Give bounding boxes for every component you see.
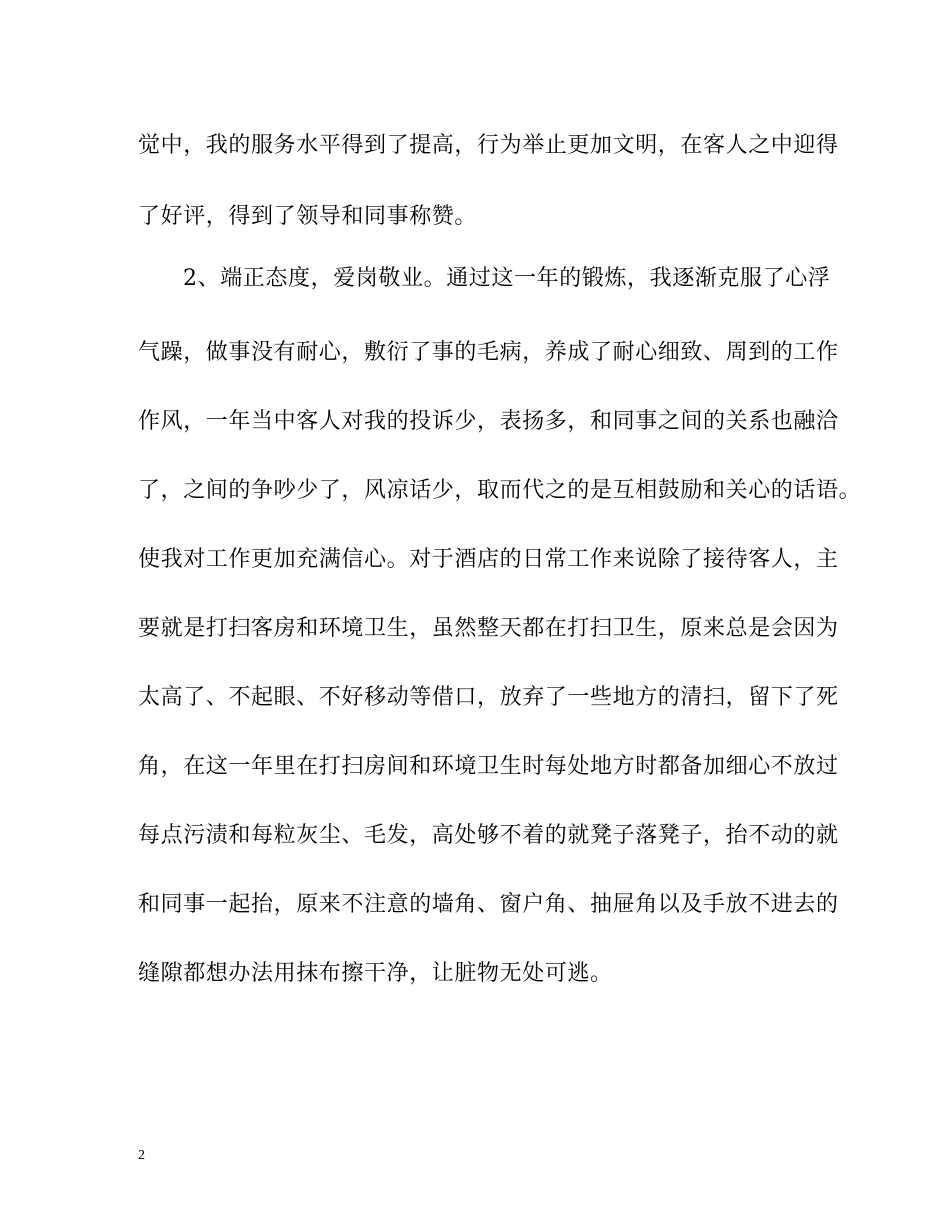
text-line: 作风，一年当中客人对我的投诉少，表扬多，和同事之间的关系也融洽: [138, 409, 839, 434]
text-line: 每点污渍和每粒灰尘、毛发，高处够不着的就凳子落凳子，抬不动的就: [138, 823, 839, 848]
page-number: 2: [138, 1148, 145, 1163]
text-line: 气躁，做事没有耐心，敷衍了事的毛病，养成了耐心细致、周到的工作: [138, 340, 839, 365]
text-line: 了，之间的争吵少了，风凉话少，取而代之的是互相鼓励和关心的话语。: [138, 478, 862, 503]
text-line: 使我对工作更加充满信心。对于酒店的日常工作来说除了接待客人，主: [138, 547, 839, 572]
text-line: 要就是打扫客房和环境卫生，虽然整天都在打扫卫生，原来总是会因为: [138, 616, 839, 641]
text-line: 角，在这一年里在打扫房间和环境卫生时每处地方时都备加细心不放过: [138, 754, 839, 779]
text-line: 了好评，得到了领导和同事称赞。: [138, 204, 478, 229]
paragraph-start-line: 2、端正态度，爱岗敬业。通过这一年的锻炼，我逐渐克服了心浮: [183, 266, 831, 291]
text-line: 缝隙都想办法用抹布擦干净，让脏物无处可逃。: [138, 961, 613, 986]
text-line: 和同事一起抬，原来不注意的墙角、窗户角、抽屉角以及手放不进去的: [138, 892, 839, 917]
text-line: 太高了、不起眼、不好移动等借口，放弃了一些地方的清扫，留下了死: [138, 685, 839, 710]
text-line: 觉中，我的服务水平得到了提高，行为举止更加文明，在客人之中迎得: [138, 133, 839, 158]
